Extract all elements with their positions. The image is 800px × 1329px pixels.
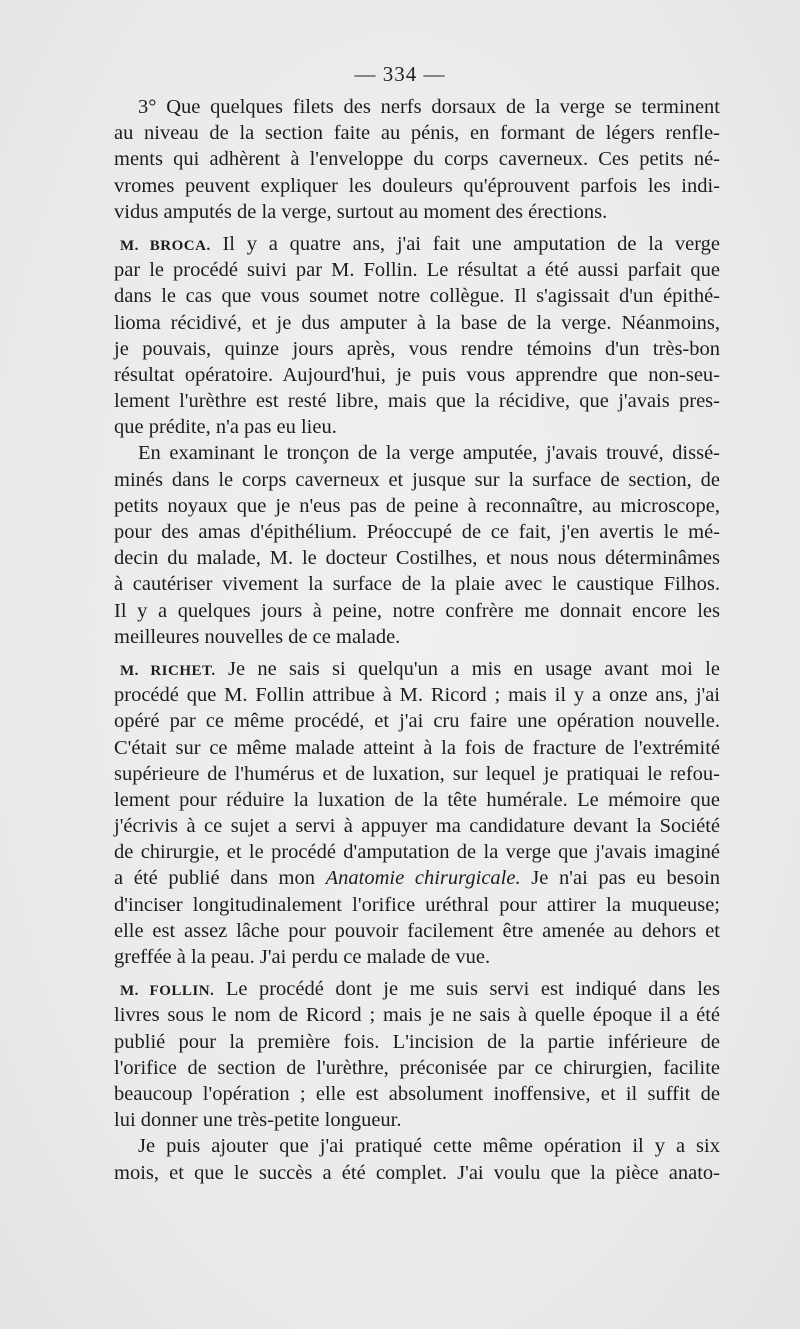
paragraph — [114, 1133, 720, 1185]
text-line: greffée à la peau. J'ai perdu ce malade de vue. — [114, 946, 491, 968]
paragraph — [114, 94, 720, 225]
text-run: Je ne sais si quelqu'un a mis en usage avant moi le — [215, 657, 720, 680]
speaker-name: M. BROCA. — [120, 237, 211, 254]
text-line: Il y a quelques jours à peine, notre confrère me donnait encore les — [114, 599, 720, 622]
text-line: lement l'urèthre est resté libre, mais que la récidive, que j'avais pres- — [114, 390, 720, 413]
text-line: résultat opératoire. Aujourd'hui, je puis vous apprendre que non-seu- — [114, 363, 720, 386]
text-line: par le procédé suivi par M. Follin. Le résultat a été aussi parfait que — [114, 259, 720, 282]
speaker-name: M. FOLLIN. — [120, 983, 215, 1000]
text-line: ments qui adhèrent à l'enveloppe du corps caverneux. Ces petits né- — [114, 148, 720, 171]
text-line — [114, 656, 720, 682]
text-line: supérieure de l'humérus et de luxation, sur lequel je pratiquai le refou- — [114, 762, 720, 785]
paragraph — [114, 231, 720, 441]
text-line: vidus amputés de la verge, surtout au moment des érections. — [114, 200, 608, 223]
text-line: En examinant le tronçon de la verge amputée, j'avais trouvé, dissé- — [138, 442, 720, 465]
text-run: Il y a quatre ans, j'ai fait une amputation de la verge — [210, 232, 721, 255]
text-line: minés dans le corps caverneux et jusque sur la surface de section, de — [114, 468, 720, 491]
text-line: lioma récidivé, et je dus amputer à la base de la verge. Néanmoins, — [114, 311, 720, 334]
text-line: decin du malade, M. le docteur Costilhes, et nous nous déterminâmes — [114, 547, 720, 570]
text-line: j'écrivis à ce sujet a servi à appuyer ma candidature devant la Société — [114, 815, 720, 838]
text-line: à cautériser vivement la surface de la plaie avec le caustique Filhos. — [114, 573, 720, 596]
text-line: 3° Que quelques filets des nerfs dorsaux de la verge se terminent — [138, 96, 720, 118]
text-line: C'était sur ce même malade atteint à la fois de fracture de l'extrémité — [114, 736, 720, 759]
body-text — [114, 94, 720, 1186]
text-run: a été publié dans mon — [114, 867, 326, 890]
text-line: beaucoup l'opération ; elle est absolument inoffensive, et il suffit de — [114, 1082, 720, 1105]
paragraph — [114, 440, 720, 650]
text-line: d'inciser longitudinalement l'orifice uréthral pour attirer la muqueuse; — [114, 893, 720, 916]
text-line: opéré par ce même procédé, et j'ai cru faire une opération nouvelle. — [114, 710, 720, 733]
text-line: petits noyaux que je n'eus pas de peine à reconnaître, au microscope, — [114, 494, 720, 517]
text-line: mois, et que le succès a été complet. J'ai voulu que la pièce anato- — [114, 1161, 720, 1184]
book-title: Anatomie chirurgicale. — [325, 867, 521, 890]
paragraph — [114, 976, 720, 1133]
text-line: de chirurgie, et le procédé d'amputation de la verge que j'avais imaginé — [114, 841, 720, 864]
text-run: Je n'ai pas eu besoin — [520, 867, 720, 890]
text-line — [114, 865, 720, 891]
text-line: publié pour la première fois. L'incision de la partie inférieure de — [114, 1030, 720, 1053]
paragraph — [114, 656, 720, 970]
speaker-name: M. RICHET. — [120, 662, 216, 679]
text-line — [114, 231, 720, 257]
text-line: dans le cas que vous soumet notre collègue. Il s'agissait d'un épithé- — [114, 285, 720, 308]
text-line — [114, 976, 720, 1002]
text-line: que prédite, n'a pas eu lieu. — [114, 416, 337, 439]
text-line: procédé que M. Follin attribue à M. Ricord ; mais il y a onze ans, j'ai — [114, 684, 720, 707]
text-line: livres sous le nom de Ricord ; mais je ne sais à quelle époque il a été — [114, 1004, 720, 1027]
text-line: au niveau de la section faite au pénis, en formant de légers renfle- — [114, 122, 720, 145]
text-line: vromes peuvent expliquer les douleurs qu'éprouvent parfois les indi- — [114, 174, 720, 197]
text-line: lui donner une très-petite longueur. — [114, 1109, 402, 1132]
page-number: — 334 — — [354, 62, 446, 86]
text-line: meilleures nouvelles de ce malade. — [114, 625, 401, 648]
text-line: pour des amas d'épithélium. Préoccupé de ce fait, j'en avertis le mé- — [114, 521, 720, 543]
text-line: lement pour réduire la luxation de la tête humérale. Le mémoire que — [114, 788, 720, 811]
text-line: Je puis ajouter que j'ai pratiqué cette même opération il y a six — [138, 1135, 720, 1158]
text-line: l'orifice de section de l'urèthre, préconisée par ce chirurgien, facilite — [114, 1056, 720, 1079]
text-line: je pouvais, quinze jours après, vous rendre témoins d'un très-bon — [114, 337, 720, 360]
text-line: elle est assez lâche pour pouvoir facilement être amenée au dehors et — [114, 919, 720, 942]
text-run: Le procédé dont je me suis servi est indiqué dans les — [214, 978, 721, 1001]
